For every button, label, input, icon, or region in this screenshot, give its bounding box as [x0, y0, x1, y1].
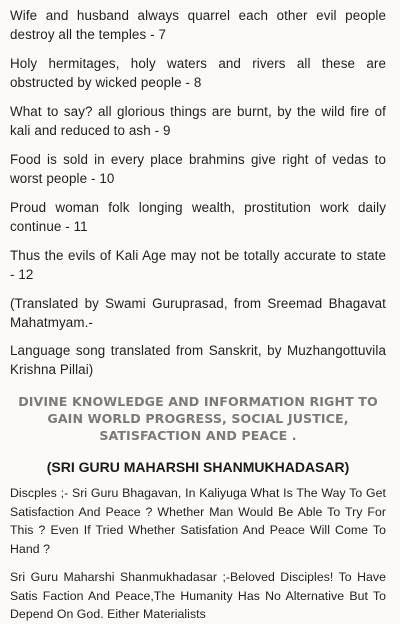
verse-7: Wife and husband always quarrel each other evil people destroy all the temples - 7	[10, 8, 386, 42]
verse-12: Thus the evils of Kali Age may not be totally accurate to state - 12	[10, 248, 386, 282]
verse-9: What to say? all glorious things are burnt, by the wild fire of kali and reduced to ash - 9	[10, 104, 386, 138]
disciples-question: Discples ;- Sri Guru Bhagavan, In Kaliyuga What Is The Way To Get Satisfaction And Peace ? Whether Man Would Be Able To Try For This ? Even If Tried Whether Satisfation And Peace Will Come To Hand ?	[10, 486, 386, 556]
guru-answer: Sri Guru Maharshi Shanmukhadasar ;-Beloved Disciples! To Have Satis Faction And Peace,The Humanity Has No Alternative But To Depend On God. Either Materialists	[10, 570, 386, 621]
translation-note: (Translated by Swami Guruprasad, from Sreemad Bhagavat Mahatmyam.-	[10, 296, 386, 330]
author-heading: (SRI GURU MAHARSHI SHANMUKHADASAR)	[46, 459, 350, 475]
section-heading: DIVINE KNOWLEDGE AND INFORMATION RIGHT TO GAIN WORLD PROGRESS, SOCIAL JUSTICE, SATISFACTION AND PEACE .	[18, 394, 378, 443]
verse-8: Holy hermitages, holy waters and rivers all these are obstructed by wicked people - 8	[10, 56, 386, 90]
verse-11: Proud woman folk longing wealth, prostitution work daily continue - 11	[10, 200, 386, 234]
verse-10: Food is sold in every place brahmins give right of vedas to worst people - 10	[10, 152, 386, 186]
language-note: Language song translated from Sanskrit, by Muzhangottuvila Krishna Pillai)	[10, 343, 386, 377]
